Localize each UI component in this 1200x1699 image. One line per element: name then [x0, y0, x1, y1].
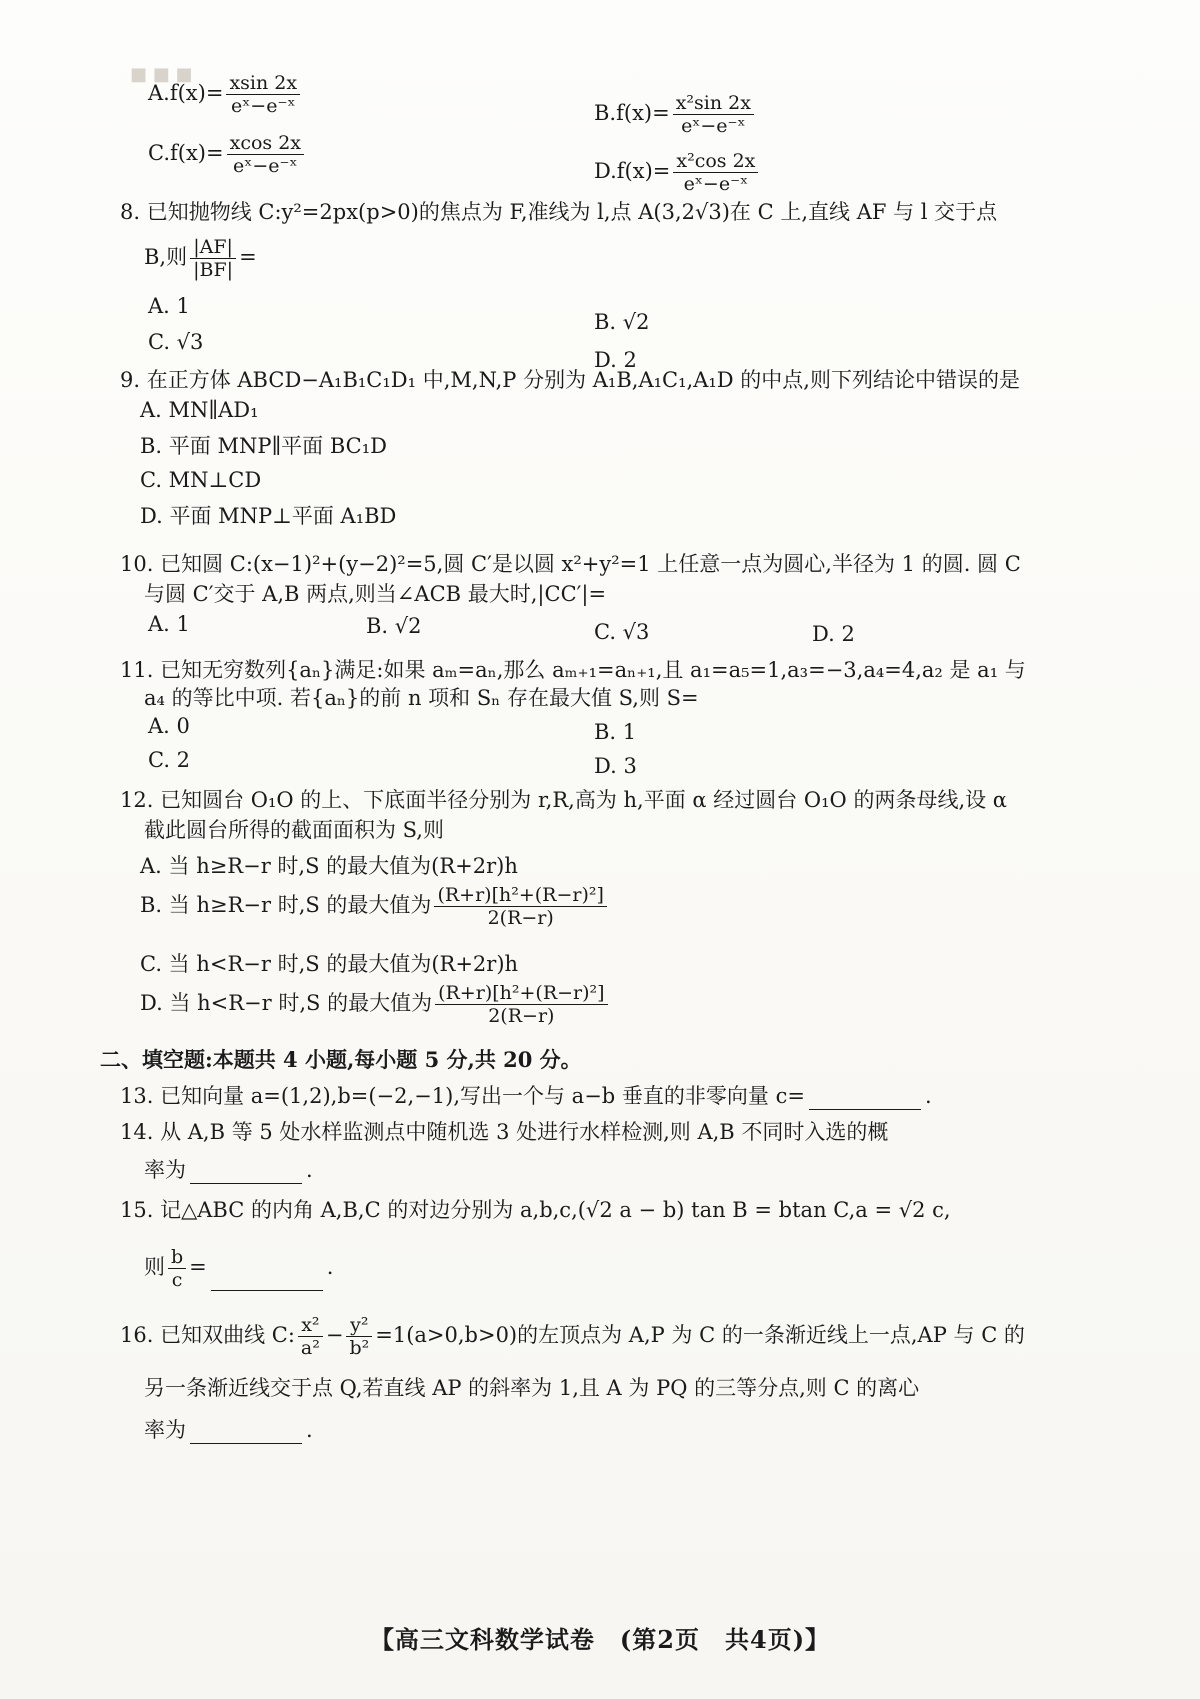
q12-option-c: C. 当 h<R−r 时,S 的最大值为(R+2r)h [140, 952, 519, 976]
q15-stem-line2: 则 $\frac{b}{c}$ = . [144, 1246, 334, 1291]
q10-option-d: D. 2 [812, 622, 855, 646]
q13-answer-blank[interactable] [809, 1085, 921, 1110]
q8-option-d: D. 2 [594, 348, 637, 372]
q10-stem-line2: 与圆 C′交于 A,B 两点,则当∠ACB 最大时,|CC′|= [144, 582, 607, 606]
q11-stem-line2: a₄ 的等比中项. 若{aₙ}的前 n 项和 Sₙ 存在最大值 S,则 S= [144, 686, 699, 710]
q10-stem-line1: 10. 已知圆 C:(x−1)²+(y−2)²=5,圆 C′是以圆 x²+y²=1 上任意一点为圆心,半径为 1 的圆. 圆 C [120, 552, 1021, 576]
q10-option-c: C. √3 [594, 620, 650, 644]
q7-option-a: A.f(x)= $\frac{xsin 2x}{\text{eˣ−e⁻ˣ}}$ [148, 72, 303, 117]
q16-answer-blank[interactable] [190, 1419, 302, 1444]
q14-answer-blank[interactable] [190, 1159, 302, 1184]
section-fill-in-heading: 二、填空题:本题共 4 小题,每小题 5 分,共 20 分。 [100, 1047, 582, 1072]
q16-stem-line2: 另一条渐近线交于点 Q,若直线 AP 的斜率为 1,且 A 为 PQ 的三等分点,则 C 的离心 [144, 1376, 920, 1400]
q12-stem-line2: 截此圆台所得的截面面积为 S,则 [144, 818, 444, 842]
q12-option-a: A. 当 h≥R−r 时,S 的最大值为(R+2r)h [140, 854, 518, 878]
q11-stem-line1: 11. 已知无穷数列{aₙ}满足:如果 aₘ=aₙ,那么 aₘ₊₁=aₙ₊₁,且 a₁=a₅=1,a₃=−3,a₄=4,a₂ 是 a₁ 与 [120, 658, 1026, 682]
q8-option-c: C. √3 [148, 330, 204, 354]
q9-option-b: B. 平面 MNP∥平面 BC₁D [140, 434, 387, 458]
q15-answer-blank[interactable] [211, 1266, 323, 1291]
q12-option-d: D. 当 h<R−r 时,S 的最大值为 $\frac{\text{(R+r)[h²+(R−r)²]}}{2(R-r)}$ [140, 982, 611, 1027]
q11-option-d: D. 3 [594, 754, 637, 778]
q9-option-a: A. MN∥AD₁ [140, 398, 259, 422]
q11-option-b: B. 1 [594, 720, 637, 744]
q11-option-c: C. 2 [148, 748, 191, 772]
q8-option-b: B. √2 [594, 310, 650, 334]
q16-stem-line3: 率为 . [144, 1418, 313, 1442]
q13-stem: 13. 已知向量 a=(1,2),b=(−2,−1),写出一个与 a−b 垂直的非零向量 c= . [120, 1084, 932, 1108]
q7-option-c: C.f(x)= $\frac{xcos 2x}{\text{eˣ−e⁻ˣ}}$ [148, 132, 307, 177]
q8-stem-line1: 8. 已知抛物线 C:y²=2px(p>0)的焦点为 F,准线为 l,点 A(3,2√3)在 C 上,直线 AF 与 l 交于点 [120, 200, 998, 224]
q16-stem-line1: 16. 已知双曲线 C: $\frac{\text{x²}}{\text{a²}}$ − $\frac{\text{y²}}{\text{b²}}$ =1(a>0,b>0)的左顶点为 A,P 为 C 的一条渐近线上一点,AP 与 C 的 [120, 1314, 1025, 1359]
q9-option-d: D. 平面 MNP⊥平面 A₁BD [140, 504, 397, 528]
q9-stem: 9. 在正方体 ABCD−A₁B₁C₁D₁ 中,M,N,P 分别为 A₁B,A₁C₁,A₁D 的中点,则下列结论中错误的是 [120, 368, 1020, 392]
q8-stem-line2: B,则 $\frac{|AF|}{|BF|}$ = [144, 236, 257, 281]
q15-stem-line1: 15. 记△ABC 的内角 A,B,C 的对边分别为 a,b,c,(√2 a − b) tan B = btan C,a = √2 c, [120, 1198, 951, 1222]
q8-option-a: A. 1 [148, 294, 190, 318]
q14-stem-line2: 率为 . [144, 1158, 313, 1182]
bleed-through-text: ■ ■ ■ [130, 64, 193, 85]
q9-option-c: C. MN⊥CD [140, 468, 262, 492]
q7-option-d: D.f(x)= $\frac{\text{x²cos 2x}}{\text{eˣ−e⁻ˣ}}$ [594, 150, 761, 195]
q14-stem-line1: 14. 从 A,B 等 5 处水样监测点中随机选 3 处进行水样检测,则 A,B 不同时入选的概 [120, 1120, 889, 1144]
q10-option-b: B. √2 [366, 614, 422, 638]
q7-option-b: B.f(x)= $\frac{\text{x²sin 2x}}{\text{eˣ−e⁻ˣ}}$ [594, 92, 757, 137]
q12-stem-line1: 12. 已知圆台 O₁O 的上、下底面半径分别为 r,R,高为 h,平面 α 经过圆台 O₁O 的两条母线,设 α [120, 788, 1007, 812]
q10-option-a: A. 1 [148, 612, 190, 636]
q11-option-a: A. 0 [148, 714, 190, 738]
q12-option-b: B. 当 h≥R−r 时,S 的最大值为 $\frac{\text{(R+r)[h²+(R−r)²]}}{2(R-r)}$ [140, 884, 610, 929]
page-footer: 【高三文科数学试卷 (第2页 共4页)】 [369, 1625, 831, 1654]
